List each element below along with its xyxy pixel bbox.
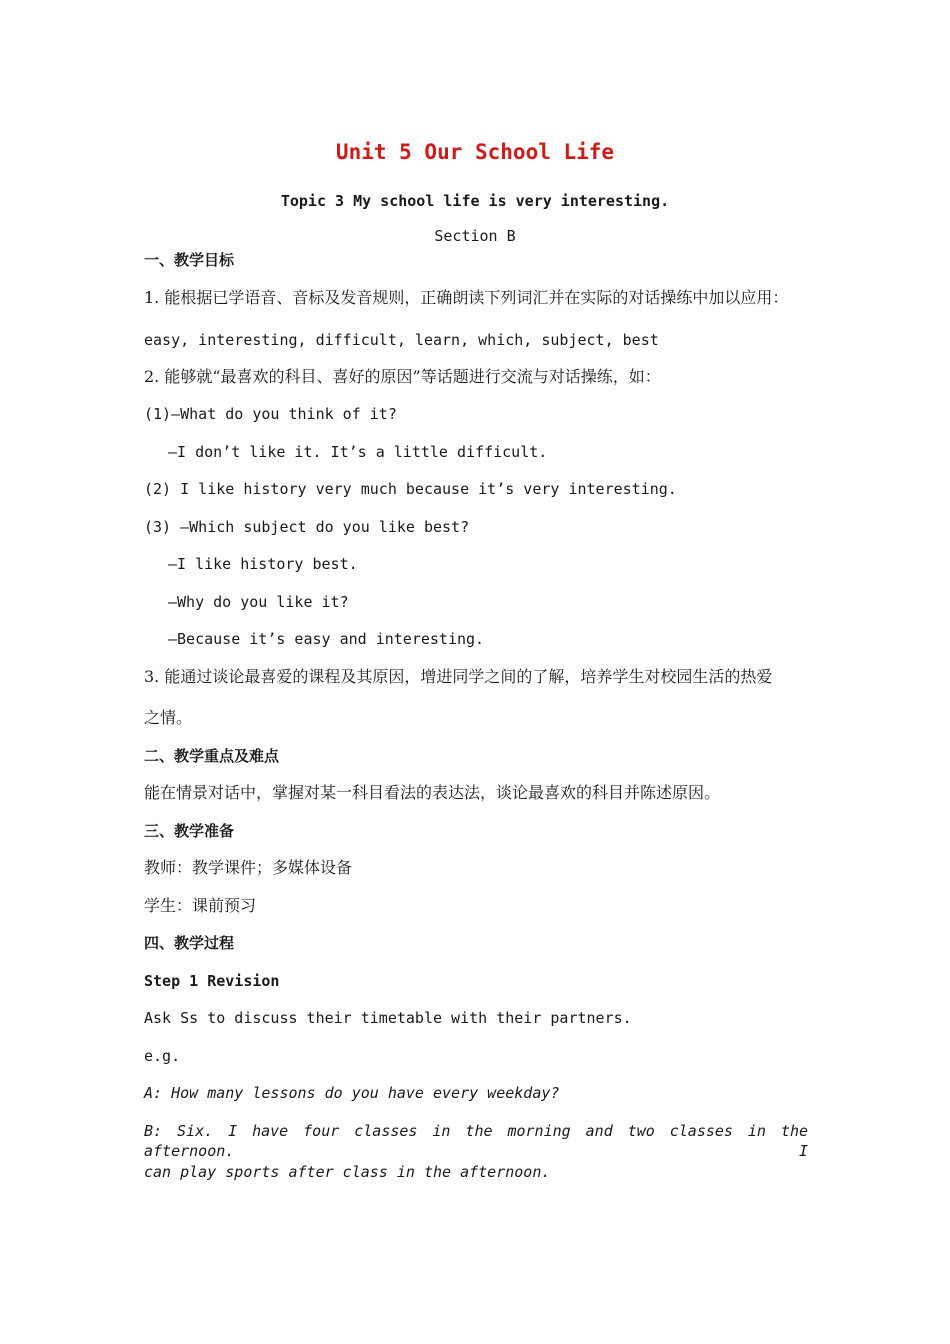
example-label: e.g. <box>144 1047 181 1065</box>
objective-3-line-2: 之情。 <box>144 708 193 727</box>
heading-preparation: 三、教学准备 <box>144 822 235 840</box>
objective-1: 1. 能根据已学语音、音标及发音规则，正确朗读下列词汇并在实际的对话操练中加以应用： <box>144 288 789 307</box>
key-points-text: 能在情景对话中，掌握对某一科目看法的表达法，谈论最喜欢的科目并陈述原因。 <box>144 783 721 802</box>
dialogue-3-reason: —Because it’s easy and interesting. <box>168 630 485 648</box>
unit-title: Unit 5 Our School Life <box>335 140 615 164</box>
example-line-b-1: B: Six. I have four classes in the morning and two classes in the afternoon. I <box>144 1122 808 1160</box>
objective-2: 2. 能够就“最喜欢的科目、喜好的原因”等话题进行交流与对话操练，如： <box>144 367 661 386</box>
step-1-instruction: Ask Ss to discuss their timetable with their partners. <box>144 1009 632 1027</box>
dialogue-3-question: (3) —Which subject do you like best? <box>144 518 470 536</box>
section-title: Section B <box>434 227 516 245</box>
dialogue-3-followup: —Why do you like it? <box>168 593 349 611</box>
teacher-preparation: 教师：教学课件；多媒体设备 <box>144 858 353 877</box>
topic-title: Topic 3 My school life is very interesting. <box>280 192 670 210</box>
dialogue-2: (2) I like history very much because it’s very interesting. <box>144 480 677 498</box>
heading-objectives: 一、教学目标 <box>144 251 235 269</box>
dialogue-3-answer: —I like history best. <box>168 555 358 573</box>
step-1-title: Step 1 Revision <box>144 972 280 990</box>
heading-key-points: 二、教学重点及难点 <box>144 747 280 765</box>
example-line-a: A: How many lessons do you have every weekday? <box>144 1084 560 1102</box>
dialogue-1-answer: —I don’t like it. It’s a little difficult. <box>168 443 548 461</box>
objective-3-line-1: 3. 能通过谈论最喜爱的课程及其原因，增进同学之间的了解，培养学生对校园生活的热爱 <box>144 667 773 686</box>
vocabulary-list: easy, interesting, difficult, learn, which, subject, best <box>144 331 659 349</box>
heading-procedure: 四、教学过程 <box>144 934 235 952</box>
example-line-b-2: can play sports after class in the afternoon. <box>144 1163 551 1181</box>
dialogue-1-question: (1)—What do you think of it? <box>144 405 397 423</box>
student-preparation: 学生：课前预习 <box>144 896 257 915</box>
